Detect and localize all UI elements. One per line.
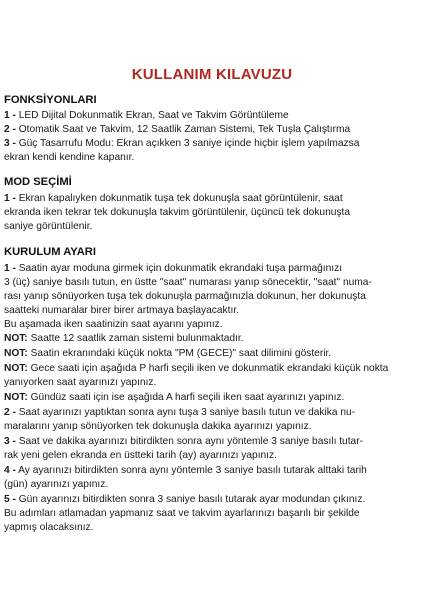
section-line: rak yeni gelen ekranda en üstteki tarih (ay) ayarınızı yapınız. <box>4 450 277 461</box>
section-line: 1 - Saatin ayar moduna girmek için dokunmatik ekrandaki tuşa parmağınızı <box>4 263 343 274</box>
section-line: Bu adımları atlamadan yapmanız saat ve takvim ayarlarınızı başarılı bir şekilde <box>4 508 360 519</box>
section-heading-functions: FONKSİYONLARI <box>4 94 97 106</box>
section-line: NOT: Saatte 12 saatlik zaman sistemi bulunmaktadır. <box>4 333 244 344</box>
section-line: ekran kendi kendine kapanır. <box>4 152 135 163</box>
section-line: NOT: Gece saati için aşağıda P harfi seçili iken ve dokunmatik ekrandaki küçük nokta <box>4 363 389 374</box>
section-line: 2 - Saat ayarınızı yaptıktan sonra aynı tuşa 3 saniye basılı tutun ve dakika nu- <box>4 407 356 418</box>
section-line: 1 - Ekran kapalıyken dokunmatik tuşa tek dokunuşla saat görüntülenir, saat <box>4 193 343 204</box>
section-line: 4 - Ay ayarınızı bitirdikten sonra aynı yöntemle 3 saniye basılı tutarak alttaki tarih <box>4 465 367 476</box>
document-title: KULLANIM KILAVUZU <box>131 66 293 83</box>
section-line: (gün) ayarınızı yapınız. <box>4 479 109 490</box>
section-line: NOT: Gündüz saati için ise aşağıda A harfi seçili iken saat ayarınızı yapınız. <box>4 392 345 403</box>
section-line: 3 (üç) saniye basılı tutun, en üstte "saat" numarası yanıp sönecektir, "saat" numa- <box>4 277 372 288</box>
section-line: Bu aşamada iken saatinizin saat ayarını yapınız. <box>4 319 223 330</box>
section-line: 1 - LED Dijital Dokunmatik Ekran, Saat ve Takvim Görüntüleme <box>4 110 289 121</box>
section-heading-mode: MOD SEÇİMİ <box>4 176 72 188</box>
section-line: maralarını yanıp sönüyorken tek dokunuşla dakika ayarınızı yapınız. <box>4 421 312 432</box>
section-line: rası yanıp sönüyorken tuşa tek dokunuşla parmağınızla dokunun, her dokunuşta <box>4 291 366 302</box>
section-line: 3 - Saat ve dakika ayarınızı bitirdikten sonra aynı yöntemle 3 saniye basılı tutar- <box>4 436 364 447</box>
section-line: 3 - Güç Tasarrufu Modu: Ekran açıkken 3 saniye içinde hiçbir işlem yapılmazsa <box>4 138 360 149</box>
section-line: saatteki numaralar birer birer artmaya başlayacaktır. <box>4 305 239 316</box>
section-line: yapmış olacaksınız. <box>4 522 94 533</box>
section-line: NOT: Saatin ekranındaki küçük nokta "PM (GECE)" saat dilimini gösterir. <box>4 348 332 359</box>
section-line: ekranda iken tekrar tek dokunuşla takvim görüntülenir, üçüncü tek dokunuşta <box>4 207 351 218</box>
section-line: 5 - Gün ayarınızı bitirdikten sonra 3 saniye basılı tutarak ayar modundan çıkınız. <box>4 494 366 505</box>
section-line: saniye görüntülenir. <box>4 221 93 232</box>
section-line: yanıyorken saat ayarınızı yapınız. <box>4 377 157 388</box>
section-line: 2 - Otomatik Saat ve Takvim, 12 Saatlik Zaman Sistemi, Tek Tuşla Çalıştırma <box>4 124 351 135</box>
section-heading-setup: KURULUM AYARI <box>4 246 96 258</box>
